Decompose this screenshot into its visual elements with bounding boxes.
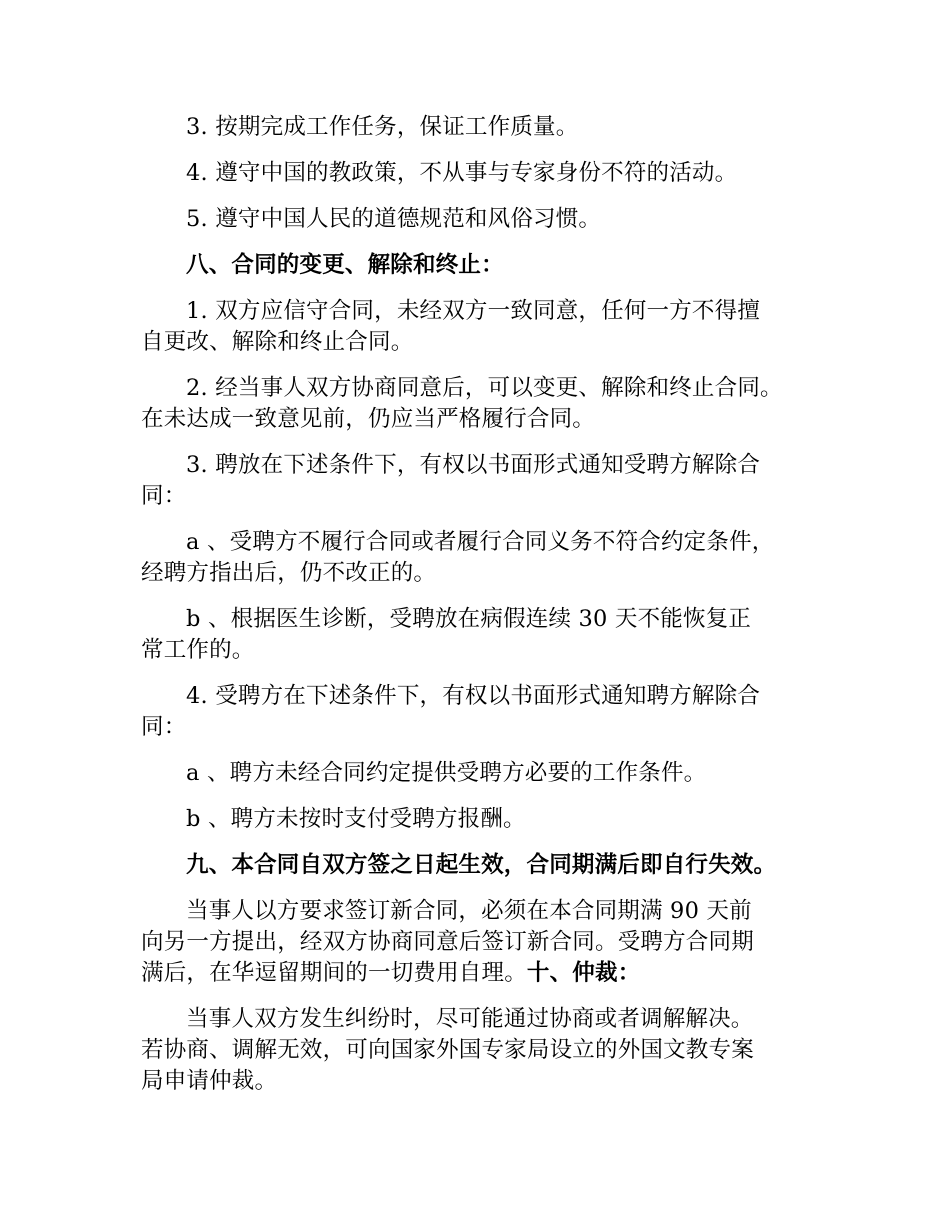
text-line: 若协商、调解无效，可向国家外国专家局设立的外国文教专案 xyxy=(141,1037,754,1063)
document-body xyxy=(141,112,831,1112)
paragraph-task-quality xyxy=(141,112,831,143)
text-line: 常工作的。 xyxy=(141,637,255,663)
paragraph-8-3-a xyxy=(141,527,831,589)
heading-text: 九、本合同自双方签之日起生效，合同期满后即自行失效。 xyxy=(186,852,777,878)
paragraph-8-3 xyxy=(141,450,831,512)
heading-text: 八、合同的变更、解除和终止： xyxy=(186,252,504,278)
text-line: 当事人双方发生纠纷时，尽可能通过协商或者调解解决。 xyxy=(186,1006,754,1032)
paragraph-8-2 xyxy=(141,373,831,435)
paragraph-8-4-a xyxy=(141,758,831,789)
paragraph-renewal xyxy=(141,896,831,989)
text-line: 3. 按期完成工作任务，保证工作质量。 xyxy=(186,114,579,140)
text-line: b 、聘方未按时支付受聘方报酬。 xyxy=(186,806,526,832)
text-line: 4. 遵守中国的教政策，不从事与专家身份不符的活动。 xyxy=(186,160,738,186)
text-line: a 、受聘方不履行合同或者履行合同义务不符合约定条件， xyxy=(186,529,775,555)
text-line: a 、聘方未经合同约定提供受聘方必要的工作条件。 xyxy=(186,760,707,786)
text-line: 1. 双方应信守合同，未经双方一致同意，任何一方不得擅 xyxy=(186,298,761,324)
text-line: 局申请仲裁。 xyxy=(141,1068,278,1094)
text-line: 自更改、解除和终止合同。 xyxy=(141,329,414,355)
section-heading-8 xyxy=(141,250,831,281)
text-line: 4. 受聘方在下述条件下，有权以书面形式通知聘方解除合 xyxy=(186,683,761,709)
section-heading-9 xyxy=(141,850,831,881)
text-line: 向另一方提出，经双方协商同意后签订新合同。受聘方合同期 xyxy=(141,929,754,955)
paragraph-8-4-b xyxy=(141,804,831,835)
text-line: b 、根据医生诊断，受聘放在病假连续 30 天不能恢复正 xyxy=(186,606,752,632)
section-heading-10: 十、仲裁： xyxy=(526,960,641,986)
paragraph-8-3-b xyxy=(141,604,831,666)
text-fragment: 满后，在华逗留期间的一切费用自理。 xyxy=(141,960,527,986)
paragraph-8-1 xyxy=(141,296,831,358)
text-line: 3. 聘放在下述条件下，有权以书面形式通知受聘方解除合 xyxy=(186,452,761,478)
paragraph-arbitration xyxy=(141,1004,831,1097)
text-line-with-heading xyxy=(96,958,831,989)
paragraph-policy-compliance xyxy=(141,158,831,189)
text-line: 同： xyxy=(141,714,187,740)
paragraph-customs xyxy=(141,204,831,235)
text-line: 同： xyxy=(141,483,187,509)
text-line: 经聘方指出后，仍不改正的。 xyxy=(141,560,437,586)
paragraph-8-4 xyxy=(141,681,831,743)
text-line: 当事人以方要求签订新合同，必须在本合同期满 90 天前 xyxy=(186,898,752,924)
text-line: 2. 经当事人双方协商同意后，可以变更、解除和终止合同。 xyxy=(186,375,783,401)
text-line: 在未达成一致意见前，仍应当严格履行合同。 xyxy=(141,406,596,432)
text-line: 5. 遵守中国人民的道德规范和风俗习惯。 xyxy=(186,206,602,232)
